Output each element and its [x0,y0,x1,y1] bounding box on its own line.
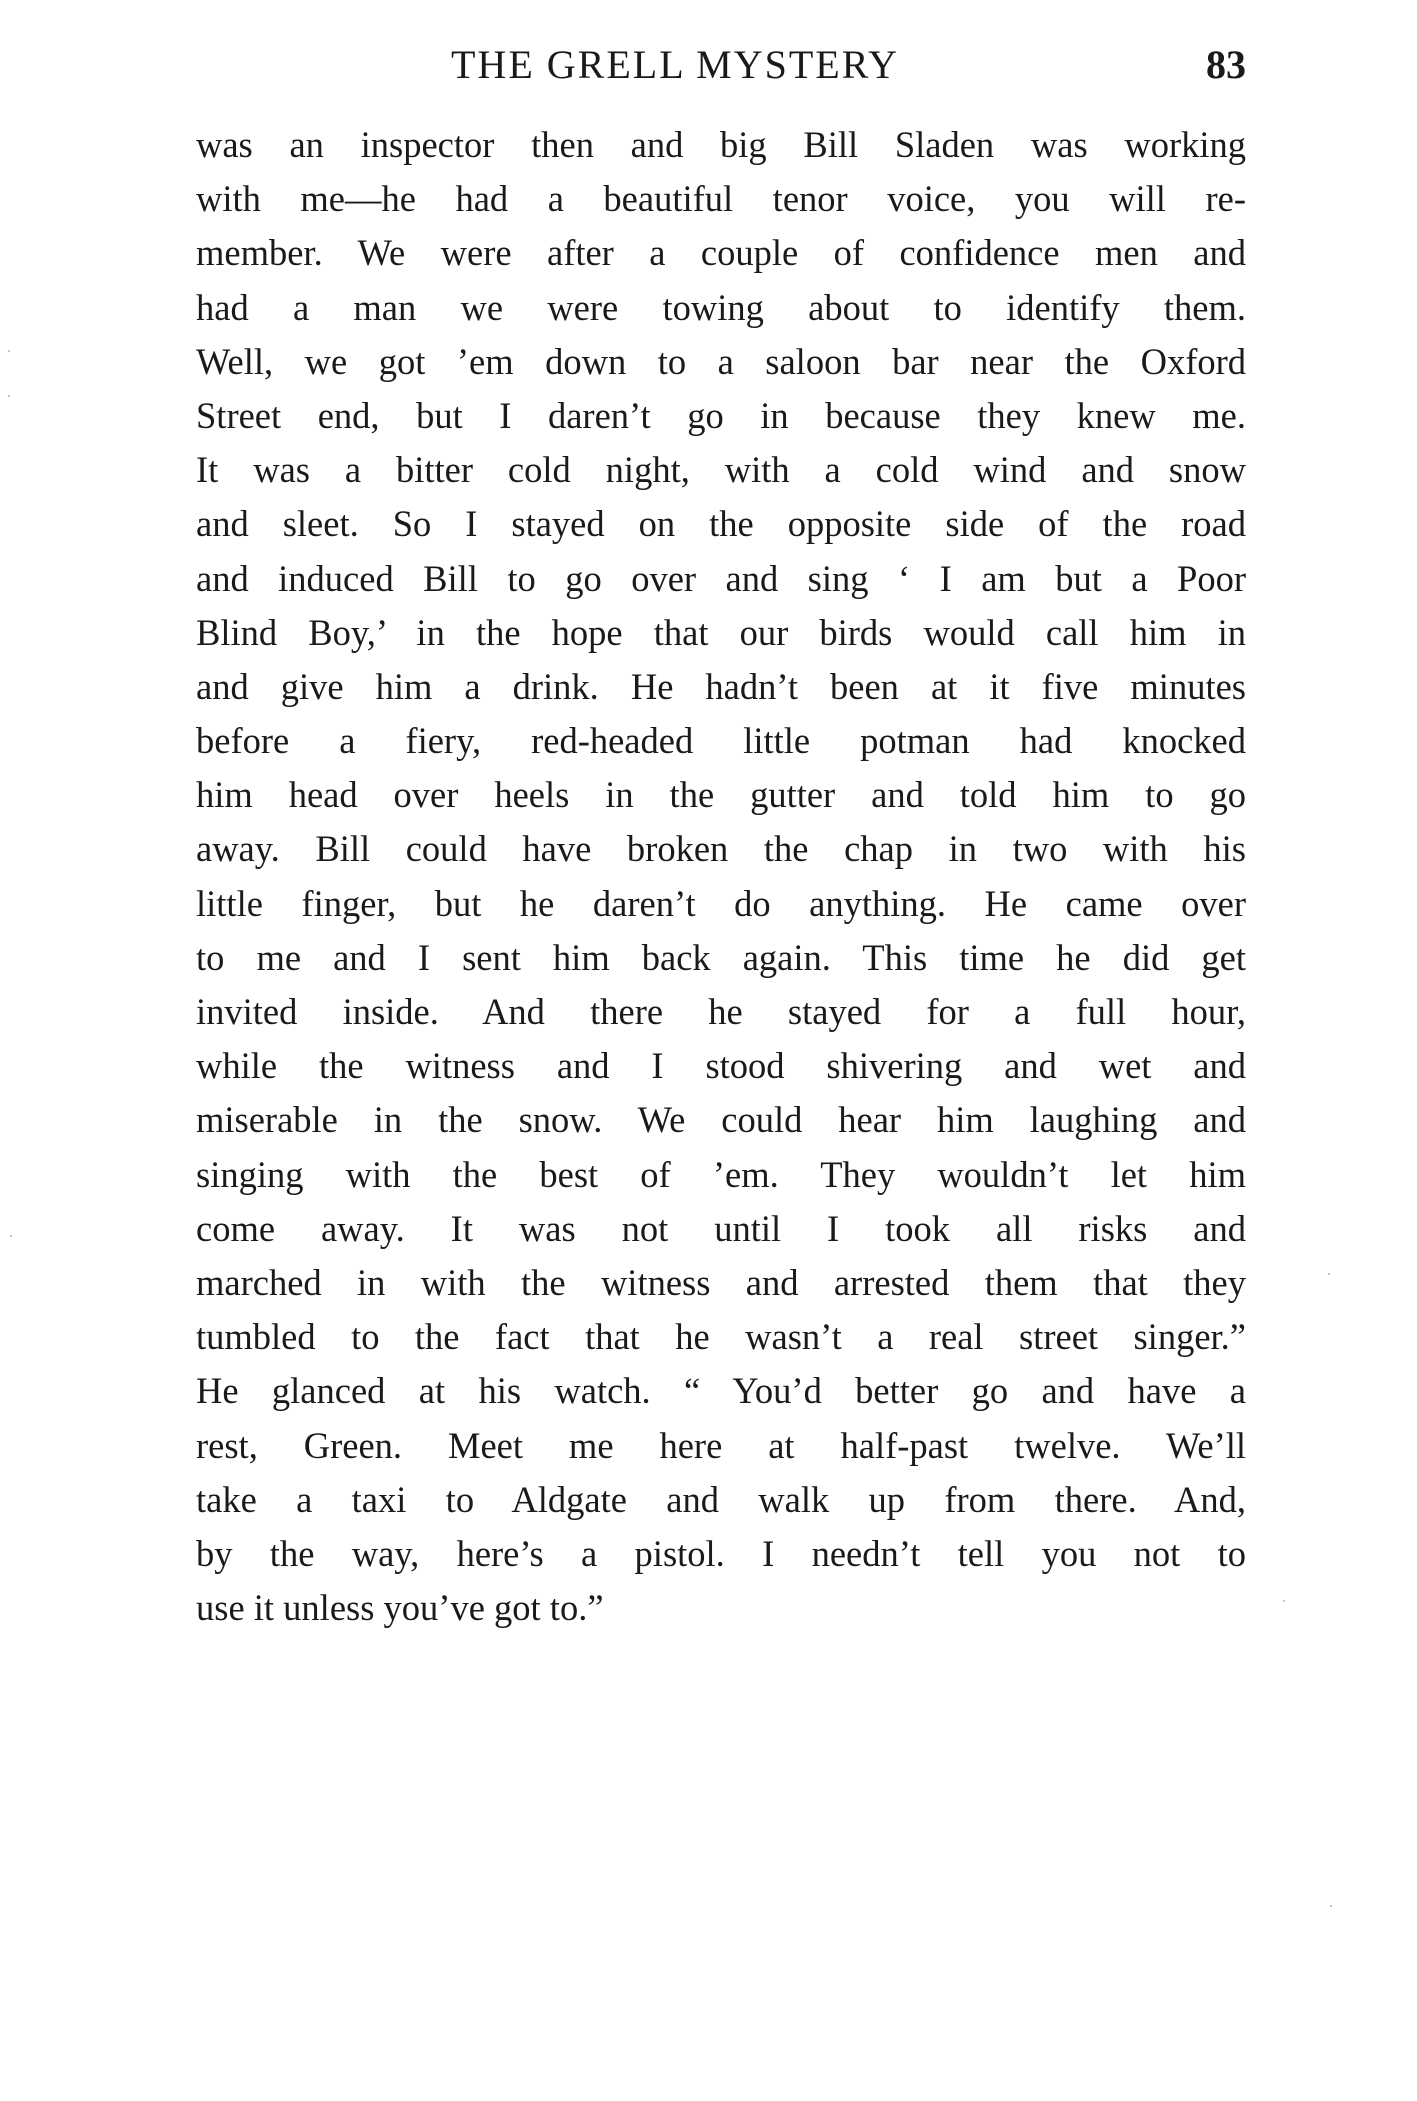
text-line: little finger, but he daren’t do anything. He came over [196,882,1246,924]
text-line: tumbled to the fact that he wasn’t a real street singer.” [196,1316,1246,1358]
scan-speck [1283,1600,1285,1602]
page-number: 83 [1206,42,1246,87]
text-line: rest, Green. Meet me here at half-past twelve. We’ll [196,1424,1246,1466]
text-line: use it unless you’ve got to.” [196,1587,604,1629]
text-line: marched in with the witness and arrested them that they [196,1261,1246,1303]
text-line: member. We were after a couple of confidence men and [196,232,1246,274]
text-line: Well, we got ’em down to a saloon bar near the Oxford [196,340,1246,382]
text-line: take a taxi to Aldgate and walk up from there. And, [196,1478,1246,1520]
text-line: was an inspector then and big Bill Sladen was working [196,124,1246,165]
text-line: invited inside. And there he stayed for a full hour, [196,991,1246,1032]
text-line: and induced Bill to go over and sing ‘ I am but a Poor [196,557,1246,599]
running-title: THE GRELL MYSTERY [451,42,900,87]
text-line: away. Bill could have broken the chap in two with his [196,828,1246,870]
text-line: and give him a drink. He hadn’t been at it five minutes [196,665,1246,707]
text-line: had a man we were towing about to identify them. [196,286,1246,328]
scan-speck [1330,1905,1332,1907]
scan-speck [8,395,10,397]
text-line: singing with the best of ’em. They wouldn’t let him [196,1153,1246,1195]
text-line: by the way, here’s a pistol. I needn’t tell you not to [196,1532,1246,1574]
text-line: while the witness and I stood shivering and wet and [196,1045,1246,1087]
text-line: to me and I sent him back again. This time he did get [196,936,1246,978]
text-line: him head over heels in the gutter and told him to go [196,774,1246,816]
scan-speck [8,350,10,352]
text-line: before a fiery, red-headed little potman had knocked [196,720,1246,762]
text-line: It was a bitter cold night, with a cold wind and snow [196,449,1246,491]
text-line: Street end, but I daren’t go in because they knew me. [196,394,1246,436]
body-text [196,118,1246,1635]
running-head [196,38,1246,92]
scan-speck [10,1235,12,1237]
scan-speck [1328,1273,1330,1275]
text-line: miserable in the snow. We could hear him laughing and [196,1099,1246,1141]
text-line: with me—he had a beautiful tenor voice, you will re- [196,178,1246,220]
text-line: Blind Boy,’ in the hope that our birds would call him in [196,611,1246,653]
text-line: and sleet. So I stayed on the opposite side of the road [196,503,1246,545]
text-line: He glanced at his watch. “ You’d better go and have a [196,1370,1246,1412]
text-line: come away. It was not until I took all risks and [196,1207,1246,1249]
